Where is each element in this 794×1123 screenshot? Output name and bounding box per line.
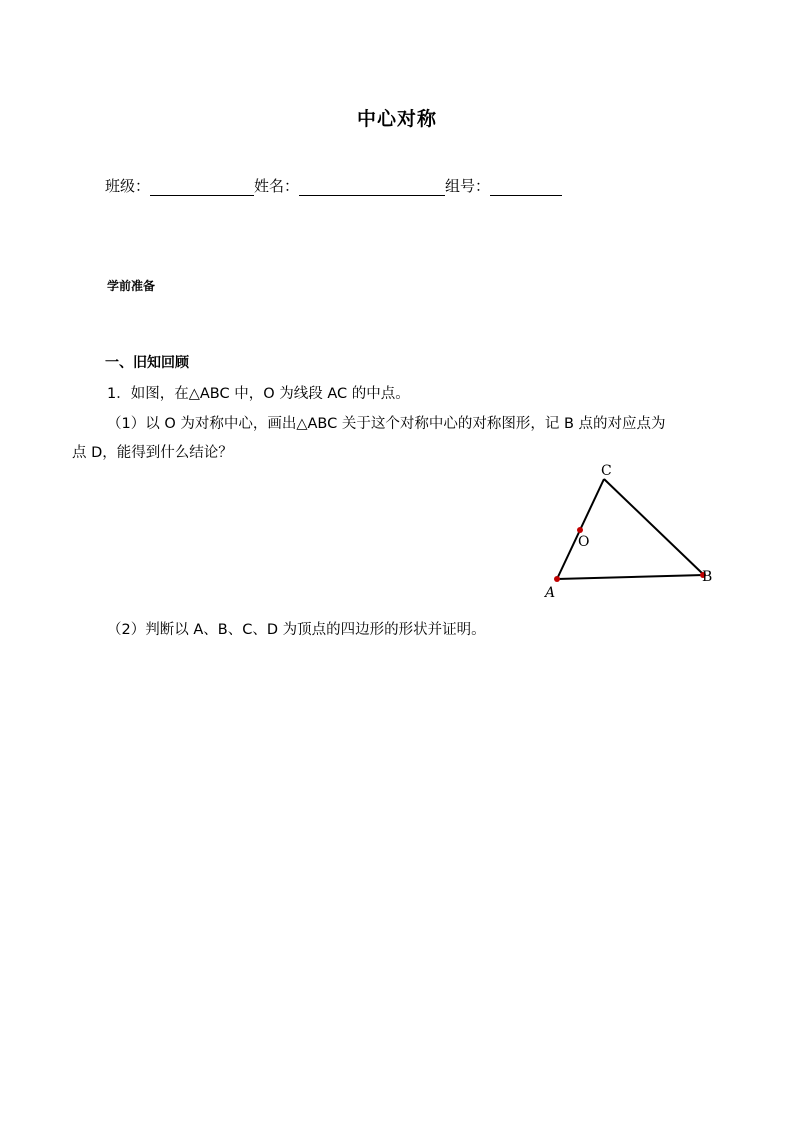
label-b: B <box>702 569 713 585</box>
question-1-part-1: （1）以 O 为对称中心，画出△ABC 关于这个对称中心的对称图形，记 B 点的对应点为 <box>107 416 666 432</box>
question-1-part-1-continued: 点 D，能得到什么结论？ <box>72 445 233 461</box>
point-o <box>577 527 583 533</box>
class-blank[interactable] <box>150 177 254 196</box>
label-a: A <box>545 585 556 601</box>
group-label: 组号： <box>445 177 491 195</box>
segment-cb <box>604 479 704 575</box>
section-heading-review: 一、旧知回顾 <box>105 355 189 371</box>
triangle-figure <box>530 455 730 605</box>
name-label: 姓名： <box>254 177 300 195</box>
label-c: C <box>601 463 612 479</box>
point-a <box>554 576 560 582</box>
student-info-row <box>105 176 562 196</box>
group-blank[interactable] <box>490 177 562 196</box>
class-label: 班级： <box>105 177 151 195</box>
question-1-stem: 1．如图，在△ABC 中，O 为线段 AC 的中点。 <box>107 386 410 402</box>
segment-ab <box>557 575 704 579</box>
question-1-part-2: （2）判断以 A、B、C、D 为顶点的四边形的形状并证明。 <box>107 622 486 638</box>
page-title: 中心对称 <box>356 108 437 130</box>
label-o: O <box>578 534 590 550</box>
section-heading-prep: 学前准备 <box>107 279 156 293</box>
name-blank[interactable] <box>299 177 445 196</box>
